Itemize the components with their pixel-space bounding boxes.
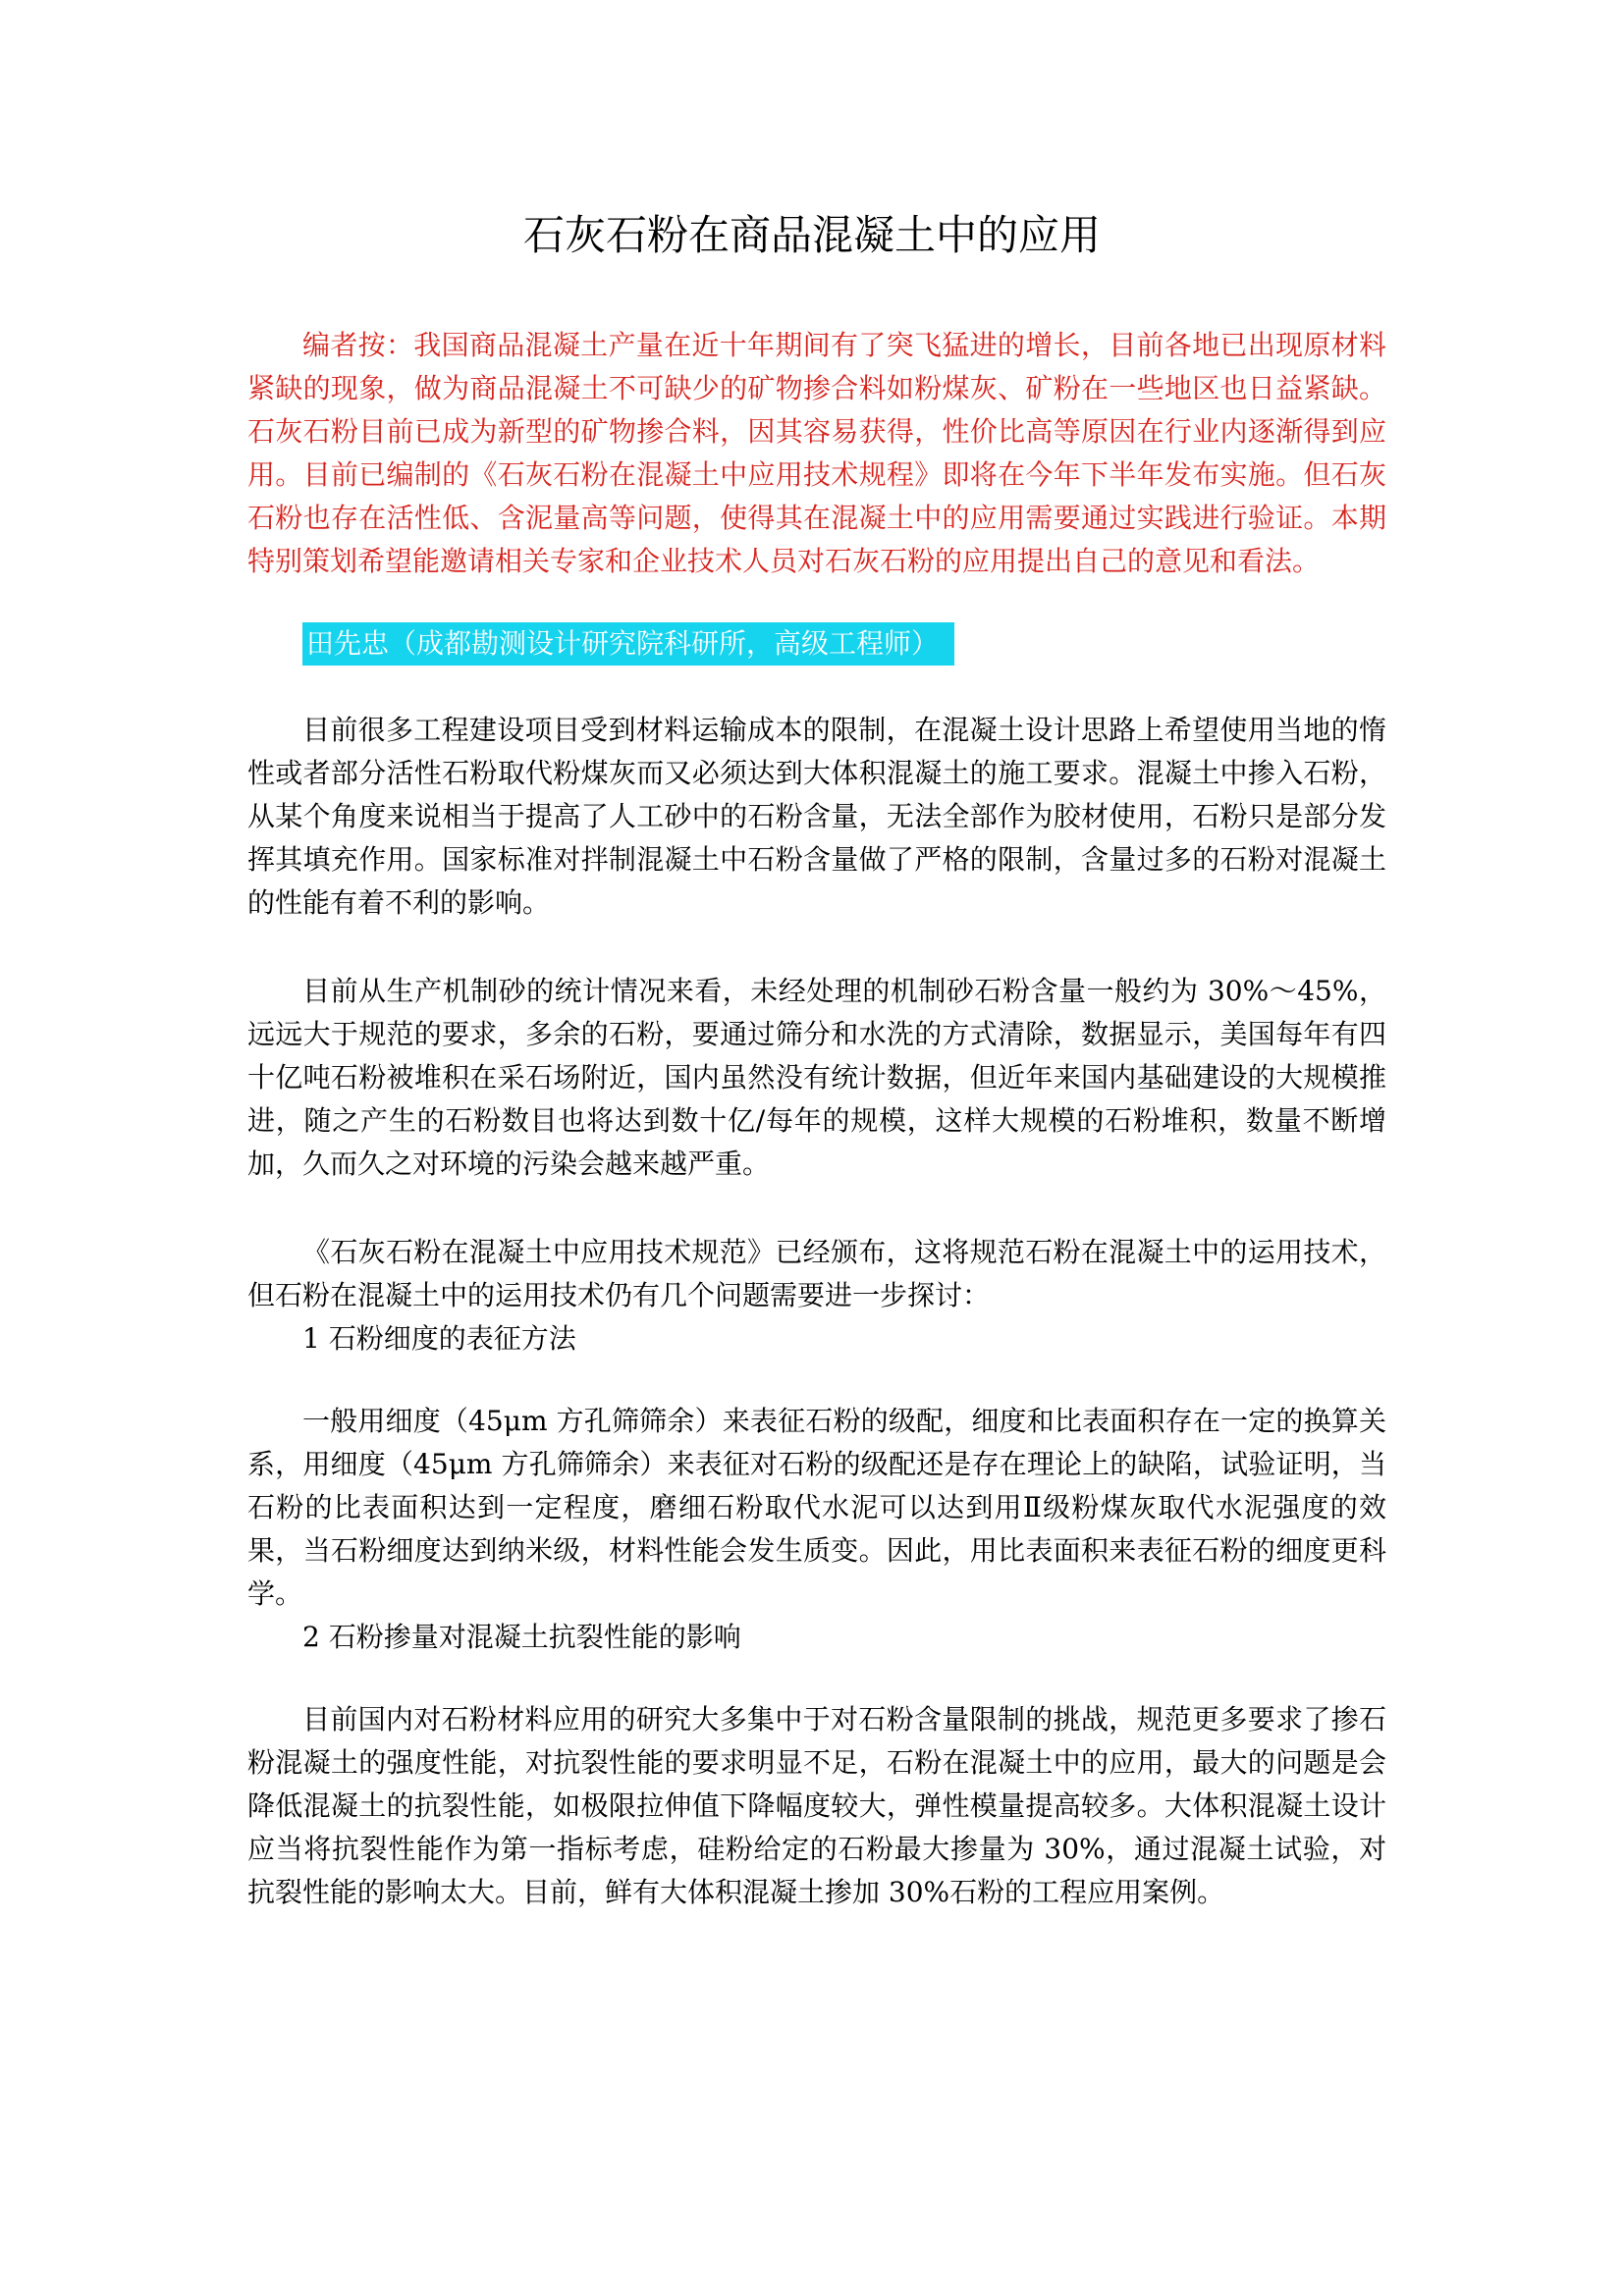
section-1-heading: 1 石粉细度的表征方法 — [302, 1322, 576, 1355]
body-paragraph-2: 目前从生产机制砂的统计情况来看，未经处理的机制砂石粉含量一般约为 30%～45%，远远大于规范的要求，多余的石粉，要通过筛分和水洗的方式清除，数据显示，美国每年有四十亿吨石粉被堆积在采石场附近，国内虽然没有统计数据，但近年来国内基础建设的大规模推进，随之产生的石粉数目也将达到数十亿/每年的规模，这样大规模的石粉堆积，数量不断增加，久而久之对环境的污染会越来越严重。 — [247, 975, 1386, 1180]
body-paragraph-1: 目前很多工程建设项目受到材料运输成本的限制，在混凝土设计思路上希望使用当地的惰性或者部分活性石粉取代粉煤灰而又必须达到大体积混凝土的施工要求。混凝土中掺入石粉，从某个角度来说相当于提高了人工砂中的石粉含量，无法全部作为胶材使用，石粉只是部分发挥其填充作用。国家标准对拌制混凝土中石粉含量做了严格的限制，含量过多的石粉对混凝土的性能有着不利的影响。 — [247, 714, 1386, 919]
document-body — [247, 324, 1386, 1914]
author-highlight: 田先忠（成都勘测设计研究院科研所，高级工程师） — [302, 622, 954, 666]
section-2-paragraph: 目前国内对石粉材料应用的研究大多集中于对石粉含量限制的挑战，规范更多要求了掺石粉混凝土的强度性能，对抗裂性能的要求明显不足，石粉在混凝土中的应用，最大的问题是会降低混凝土的抗裂性能，如极限拉伸值下降幅度较大，弹性模量提高较多。大体积混凝土设计应当将抗裂性能作为第一指标考虑，硅粉给定的石粉最大掺量为 30%，通过混凝土试验，对抗裂性能的影响太大。目前，鲜有大体积混凝土掺加 30%石粉的工程应用案例。 — [247, 1703, 1386, 1908]
section-1-paragraph: 一般用细度（45μm 方孔筛筛余）来表征石粉的级配，细度和比表面积存在一定的换算关系，用细度（45μm 方孔筛筛余）来表征对石粉的级配还是存在理论上的缺陷，试验证明，当石粉的比表面积达到一定程度，磨细石粉取代水泥可以达到用Ⅱ级粉煤灰取代水泥强度的效果，当石粉细度达到纳米级，材料性能会发生质变。因此，用比表面积来表征石粉的细度更科学。 — [247, 1405, 1386, 1610]
section-2-heading: 2 石粉掺量对混凝土抗裂性能的影响 — [302, 1621, 741, 1653]
author-line — [247, 622, 1386, 669]
editor-note: 编者按：我国商品混凝土产量在近十年期间有了突飞猛进的增长，目前各地已出现原材料紧缺的现象，做为商品混凝土不可缺少的矿物掺合料如粉煤灰、矿粉在一些地区也日益紧缺。石灰石粉目前已成为新型的矿物掺合料，因其容易获得，性价比高等原因在行业内逐渐得到应用。目前已编制的《石灰石粉在混凝土中应用技术规程》即将在今年下半年发布实施。但石灰石粉也存在活性低、含泥量高等问题，使得其在混凝土中的应用需要通过实践进行验证。本期特别策划希望能邀请相关专家和企业技术人员对石灰石粉的应用提出自己的意见和看法。 — [247, 329, 1386, 577]
document-title: 石灰石粉在商品混凝土中的应用 — [522, 211, 1101, 259]
body-paragraph-3: 《石灰石粉在混凝土中应用技术规范》已经颁布，这将规范石粉在混凝土中的运用技术，但石粉在混凝土中的运用技术仍有几个问题需要进一步探讨： — [247, 1236, 1386, 1311]
